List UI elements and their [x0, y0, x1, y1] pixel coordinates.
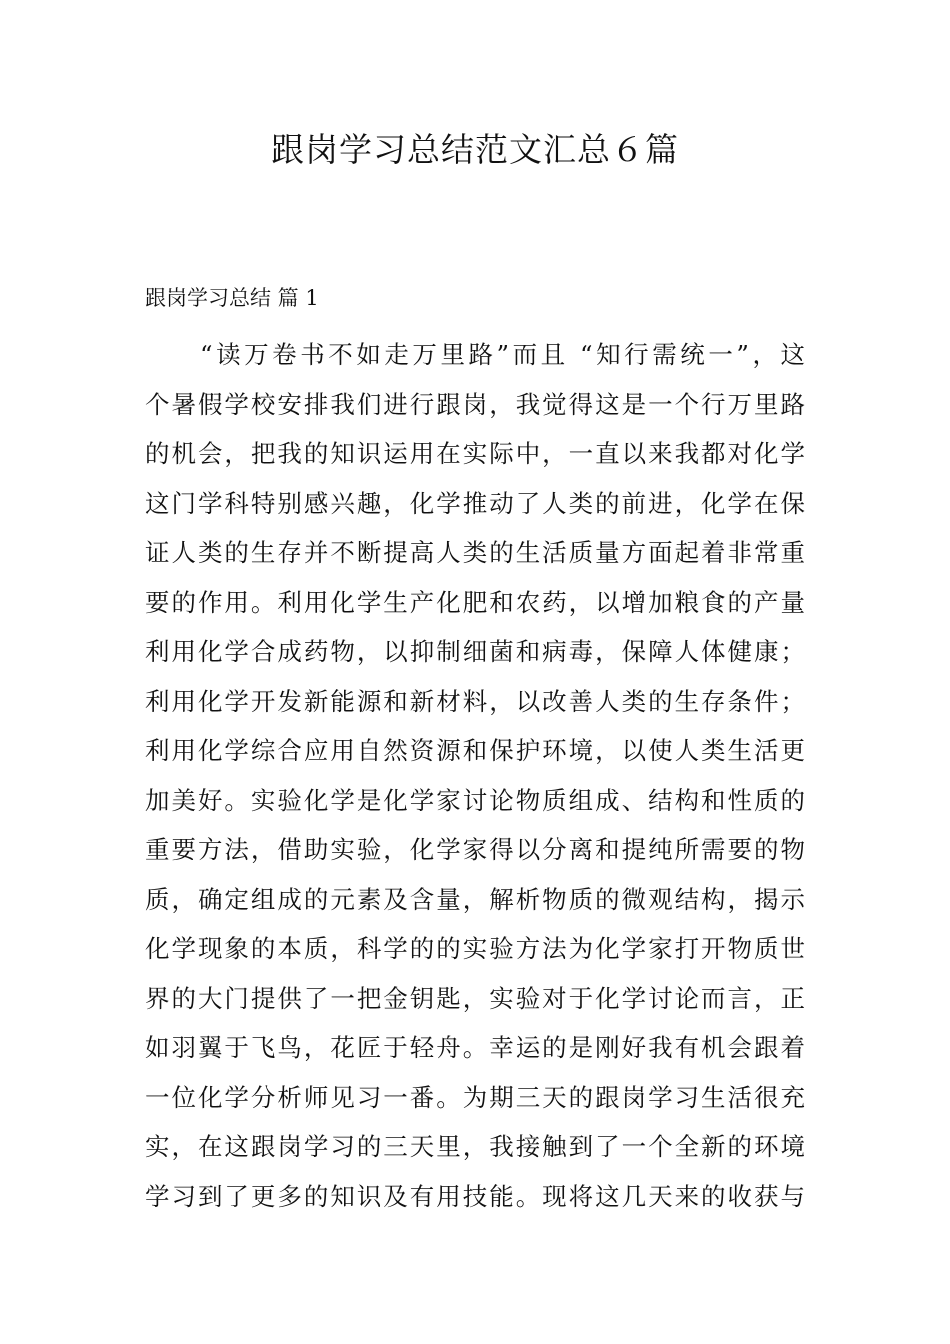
body-paragraph	[145, 330, 805, 1221]
paragraph-line: 学习到了更多的知识及有用技能。现将这几天来的收获与	[145, 1181, 805, 1211]
paragraph-line: 的机会，把我的知识运用在实际中，一直以来我都对化学	[145, 439, 805, 468]
paragraph-line: 如羽翼于飞鸟，花匠于轻舟。幸运的是刚好我有机会跟着	[145, 1033, 805, 1062]
paragraph-line: 个暑假学校安排我们进行跟岗，我觉得这是一个行万里路	[145, 389, 805, 419]
paragraph-line: 利用化学合成药物，以抑制细菌和病毒，保障人体健康；	[145, 637, 805, 666]
paragraph-line: 利用化学综合应用自然资源和保护环境，以使人类生活更	[145, 736, 805, 765]
paragraph-line: 加美好。实验化学是化学家讨论物质组成、结构和性质的	[145, 785, 805, 815]
document-title: 跟岗学习总结范文汇总６篇	[271, 130, 679, 169]
paragraph-line: 质，确定组成的元素及含量，解析物质的微观结构，揭示	[145, 884, 805, 914]
paragraph-line: 实，在这跟岗学习的三天里，我接触到了一个全新的环境	[145, 1132, 805, 1161]
paragraph-line: “读万卷书不如走万里路”而且 “知行需统一”，这	[200, 340, 805, 369]
paragraph-line: 要的作用。利用化学生产化肥和农药，以增加粮食的产量	[145, 587, 805, 617]
paragraph-line: 一位化学分析师见习一番。为期三天的跟岗学习生活很充	[145, 1082, 805, 1112]
paragraph-line: 重要方法，借助实验，化学家得以分离和提纯所需要的物	[145, 835, 805, 864]
paragraph-line: 利用化学开发新能源和新材料，以改善人类的生存条件；	[145, 686, 805, 716]
paragraph-line: 证人类的生存并不断提高人类的生活质量方面起着非常重	[145, 538, 805, 567]
paragraph-line: 这门学科特别感兴趣，化学推动了人类的前进，化学在保	[145, 488, 805, 518]
paragraph-line: 界的大门提供了一把金钥匙，实验对于化学讨论而言，正	[145, 983, 805, 1013]
section-heading: 跟岗学习总结 篇 1	[145, 286, 319, 310]
paragraph-line: 化学现象的本质，科学的的实验方法为化学家打开物质世	[145, 934, 805, 963]
